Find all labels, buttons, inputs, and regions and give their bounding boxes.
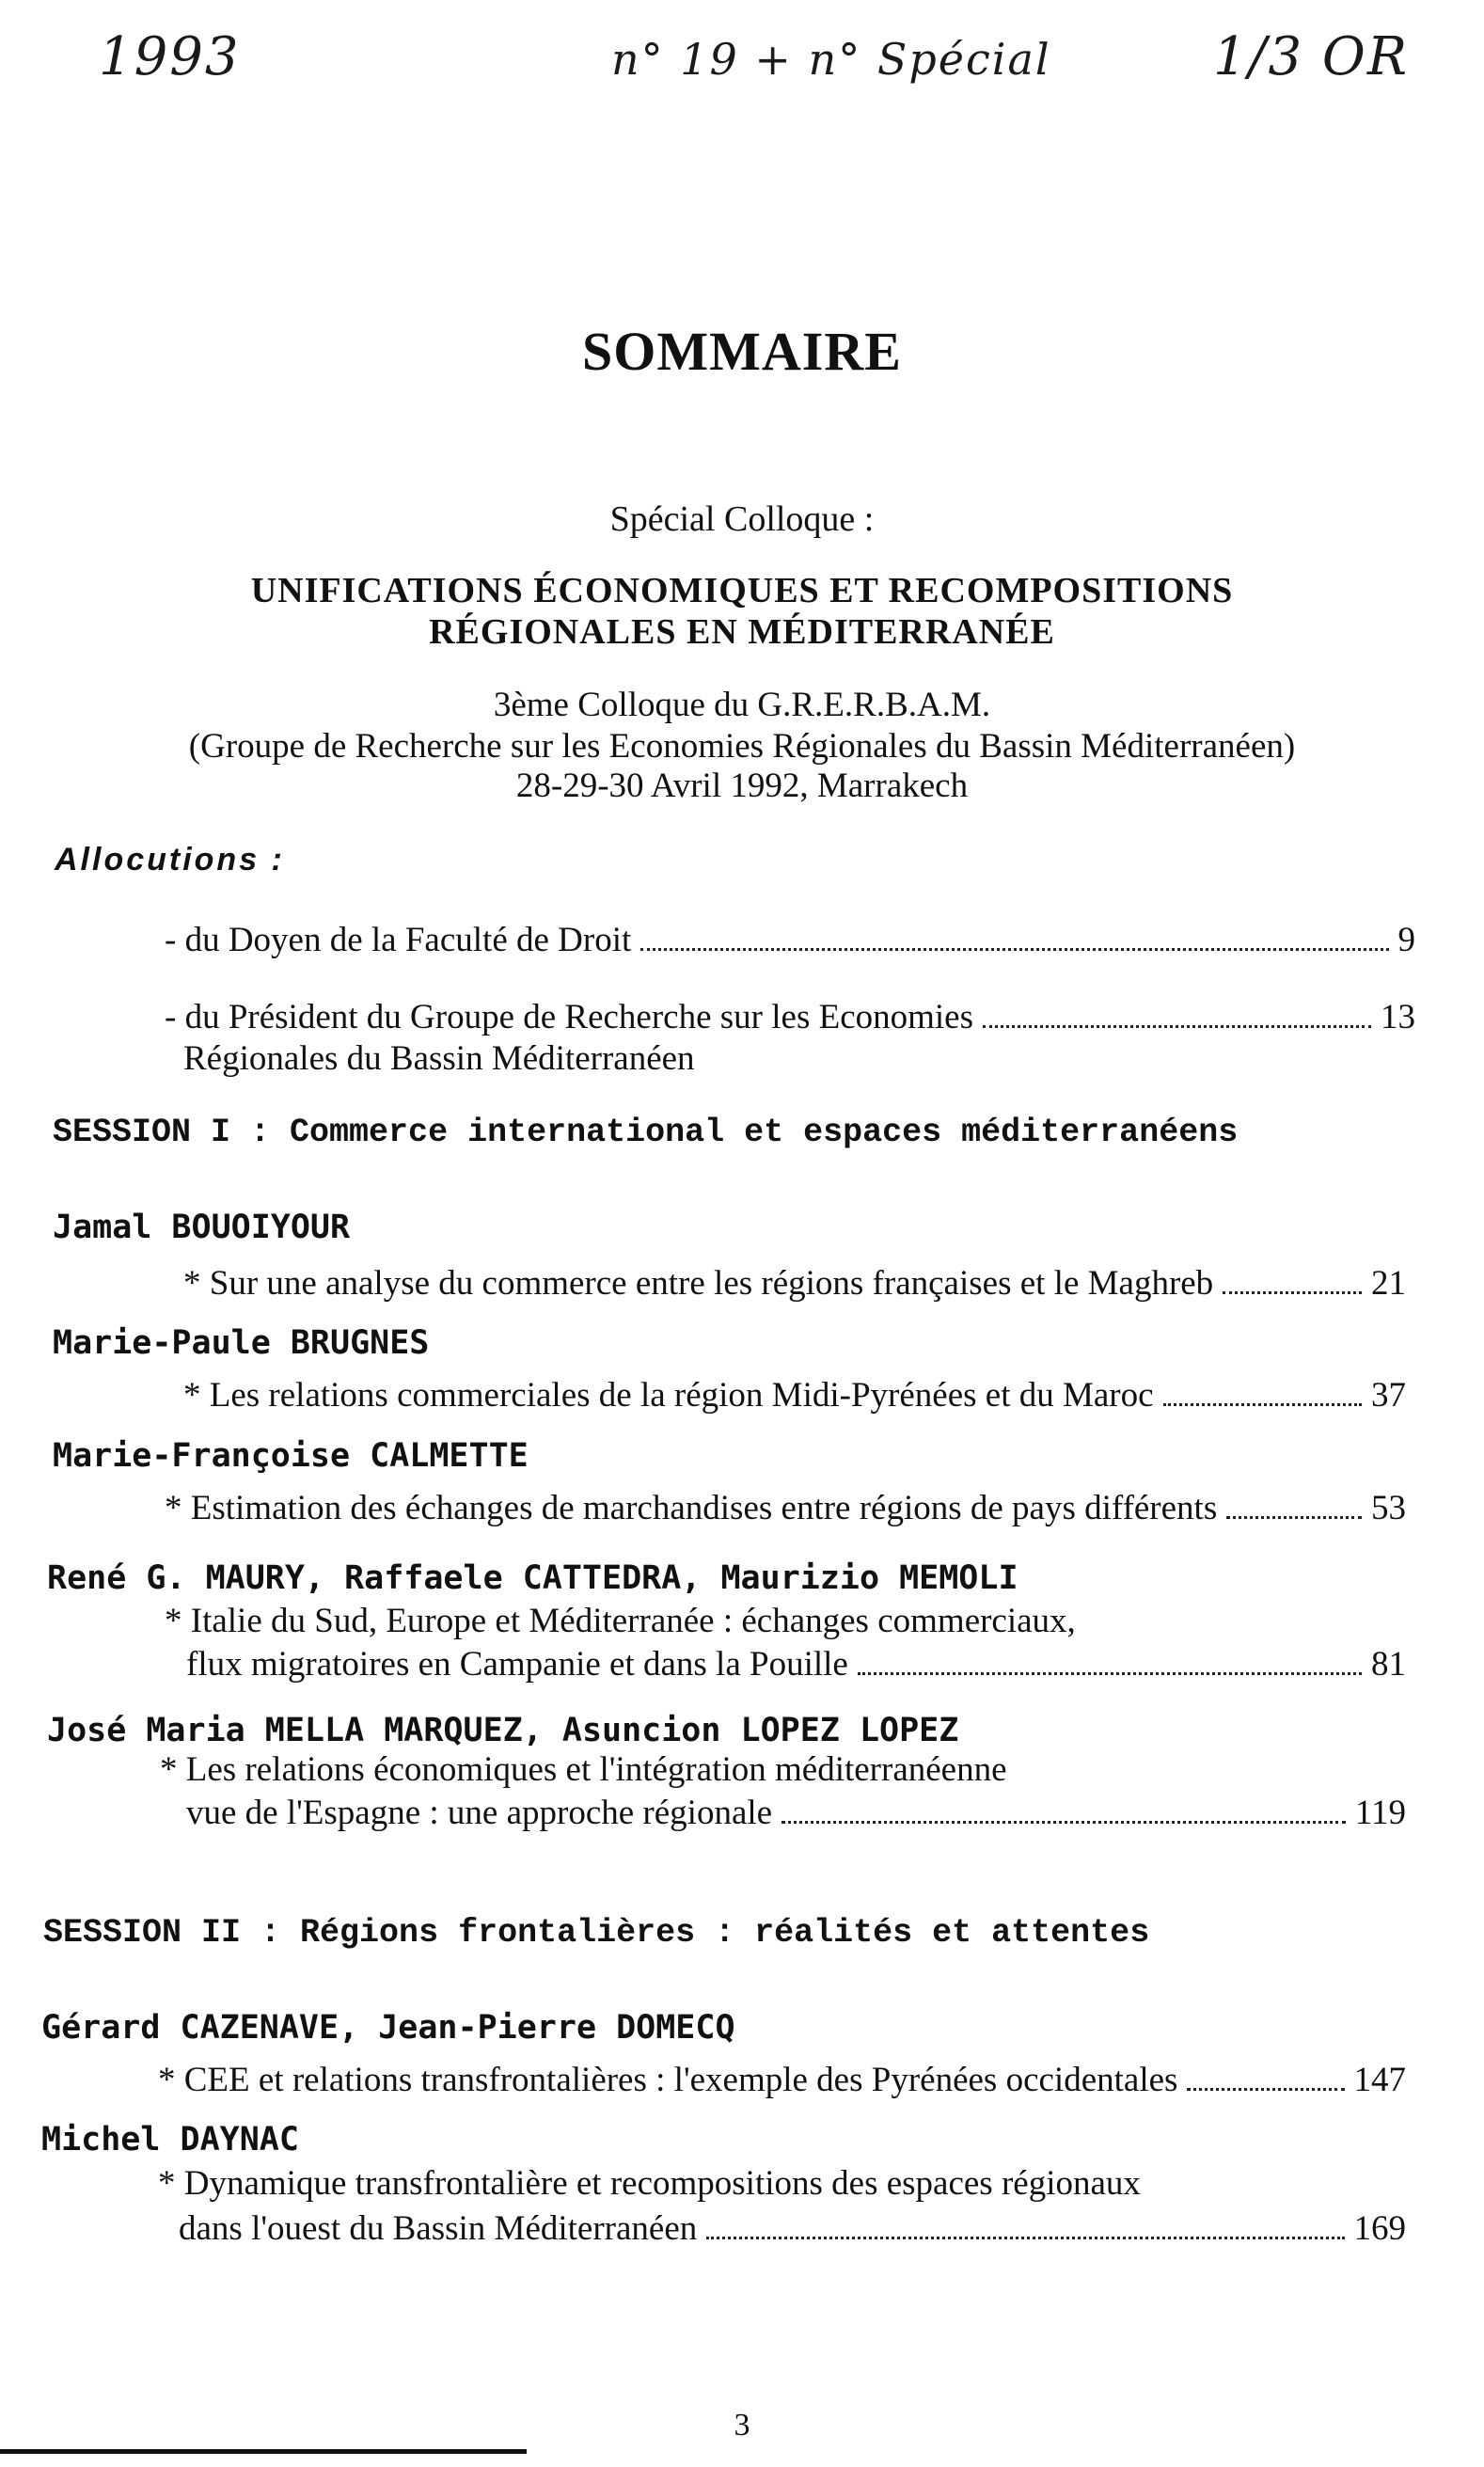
- leader-dots: [706, 2237, 1344, 2239]
- toc-entry-text-continued: dans l'ouest du Bassin Méditerranéen: [179, 2209, 698, 2248]
- toc-page-number: 13: [1381, 998, 1415, 1036]
- toc-entry-text: * CEE et relations transfrontalières : l'exemple des Pyrénées occidentales: [158, 2061, 1178, 2099]
- leader-dots: [1163, 1403, 1362, 1406]
- toc-entry: [165, 1488, 1406, 1528]
- leader-dots: [858, 1672, 1362, 1675]
- page-title: SOMMAIRE: [582, 321, 902, 382]
- session-heading: SESSION II : Régions frontalières : réalités et attentes: [43, 1914, 1150, 1952]
- handwritten-issue: n° 19 + n° Spécial: [611, 34, 1051, 85]
- toc-entry: [186, 1644, 1406, 1684]
- toc-page-number: 21: [1371, 1264, 1406, 1303]
- leader-dots: [781, 1821, 1346, 1824]
- session-heading: SESSION I : Commerce international et espaces méditerranéens: [53, 1114, 1239, 1151]
- toc-entry: [179, 2208, 1406, 2249]
- author-names: José Maria MELLA MARQUEZ, Asuncion LOPEZ LOPEZ: [47, 1712, 959, 1749]
- page-number: 3: [734, 2408, 750, 2443]
- toc-entry-text: * Estimation des échanges de marchandises entre régions de pays différents: [165, 1489, 1218, 1527]
- author-names: Gérard CAZENAVE, Jean-Pierre DOMECQ: [41, 2009, 735, 2047]
- toc-page-number: 119: [1354, 1794, 1406, 1832]
- toc-entry: [165, 997, 1415, 1037]
- toc-entry: [183, 1263, 1406, 1304]
- author-names: Michel DAYNAC: [41, 2121, 299, 2159]
- toc-entry-text: * Italie du Sud, Europe et Méditerranée : échanges commerciaux,: [165, 1602, 1076, 1640]
- colloque-number: 3ème Colloque du G.R.E.R.B.A.M.: [493, 686, 991, 724]
- author-names: Jamal BOUOIYOUR: [53, 1209, 351, 1246]
- author-names: Marie-Paule BRUGNES: [53, 1324, 430, 1362]
- colloque-heading-line1: UNIFICATIONS ÉCONOMIQUES ET RECOMPOSITIONS: [250, 571, 1234, 610]
- leader-dots: [1187, 2088, 1344, 2091]
- toc-entry: [186, 1793, 1406, 1833]
- leader-dots: [983, 1025, 1371, 1028]
- colloque-heading-line2: RÉGIONALES EN MÉDITERRANÉE: [429, 612, 1055, 652]
- special-colloque-label: Spécial Colloque :: [609, 499, 875, 539]
- toc-page-number: 53: [1371, 1489, 1406, 1527]
- toc-page-number: 81: [1371, 1645, 1406, 1684]
- toc-entry-text-continued: flux migratoires en Campanie et dans la Pouille: [186, 1645, 848, 1684]
- toc-entry-text: * Dynamique transfrontalière et recompositions des espaces régionaux: [158, 2164, 1141, 2203]
- toc-page-number: 147: [1353, 2061, 1406, 2099]
- colloque-date-place: 28-29-30 Avril 1992, Marrakech: [515, 767, 969, 805]
- toc-entry-text: - du Président du Groupe de Recherche sur les Economies: [165, 998, 973, 1036]
- toc-entry-text-continued: Régionales du Bassin Méditerranéen: [183, 1039, 695, 1078]
- handwritten-reference: 1/3 OR: [1213, 26, 1409, 87]
- handwritten-year: 1993: [99, 26, 241, 87]
- author-names: Marie-Françoise CALMETTE: [53, 1437, 529, 1475]
- leader-dots: [640, 948, 1388, 951]
- leader-dots: [1223, 1291, 1362, 1294]
- toc-entry-text-continued: vue de l'Espagne : une approche régionale: [186, 1794, 773, 1832]
- toc-entry-text: * Sur une analyse du commerce entre les régions françaises et le Maghreb: [183, 1264, 1214, 1303]
- toc-entry-text: * Les relations commerciales de la région Midi-Pyrénées et du Maroc: [183, 1376, 1154, 1415]
- toc-entry: [183, 1375, 1406, 1415]
- toc-entry-text: - du Doyen de la Faculté de Droit: [165, 921, 632, 959]
- toc-entry: [165, 920, 1415, 960]
- author-names: René G. MAURY, Raffaele CATTEDRA, Maurizio MEMOLI: [47, 1559, 1018, 1597]
- leader-dots: [1226, 1516, 1362, 1519]
- toc-page-number: 169: [1353, 2209, 1406, 2248]
- scan-edge-line: [0, 2449, 527, 2454]
- colloque-groupe: (Groupe de Recherche sur les Economies Régionales du Bassin Méditerranéen): [188, 727, 1296, 766]
- toc-entry: [158, 2060, 1406, 2100]
- toc-entry-text: * Les relations économiques et l'intégration méditerranéenne: [160, 1750, 1007, 1789]
- allocutions-label: Allocutions :: [55, 842, 285, 878]
- toc-page-number: 9: [1397, 921, 1415, 959]
- toc-page-number: 37: [1371, 1376, 1406, 1415]
